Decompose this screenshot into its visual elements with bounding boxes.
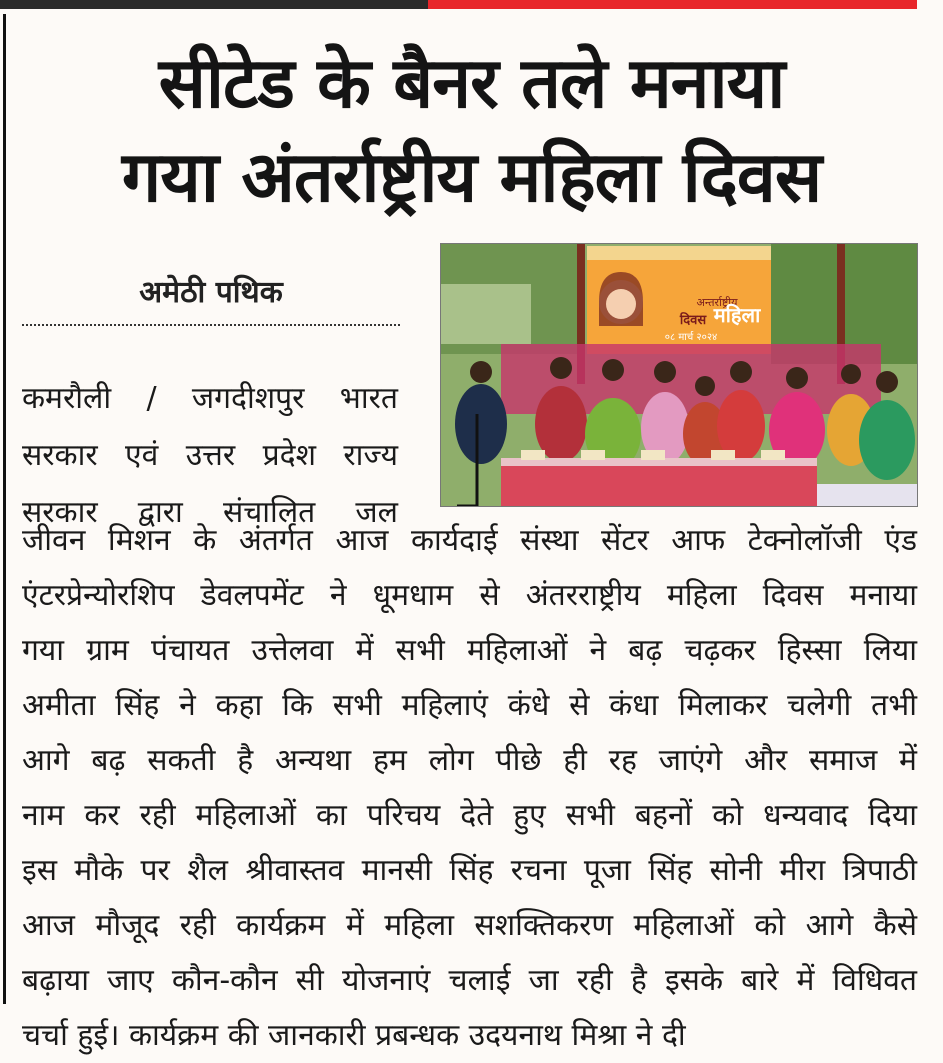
byline-divider xyxy=(22,324,400,326)
article-line: इस मौके पर शैल श्रीवास्तव मानसी सिंह रचना पूजा सिंह सोनी मीरा त्रिपाठी xyxy=(22,853,917,888)
headline-line-2: गया अंतर्राष्ट्रीय महिला दिवस xyxy=(121,136,822,218)
article-line: सरकार द्वारा संचालित जल xyxy=(22,495,398,530)
headline-line-1: सीटेड के बैनर तले मनाया xyxy=(158,42,785,124)
banner-text-1: अन्तर्राष्ट्रीय xyxy=(696,296,738,309)
top-rule-dark xyxy=(0,0,428,9)
banner-date: ०८ मार्च २०२४ xyxy=(664,332,718,343)
article-line: आगे बढ़ सकती है अन्यथा हम लोग पीछे ही रह जाएंगे और समाज में xyxy=(22,743,917,778)
top-rule-red xyxy=(428,0,917,9)
banner-text-2: महिला xyxy=(713,303,761,327)
article-line: अमीता सिंह ने कहा कि सभी महिलाएं कंधे से कंधा मिलाकर चलेगी तभी xyxy=(22,688,917,723)
article-line: कमरौली / जगदीशपुर भारत xyxy=(22,381,398,416)
article-line: चर्चा हुई। कार्यक्रम की जानकारी प्रबन्धक उदयनाथ मिश्रा ने दी xyxy=(22,1018,686,1053)
article-line: गया ग्राम पंचायत उत्तेलवा में सभी महिलाओं ने बढ़ चढ़कर हिस्सा लिया xyxy=(22,633,917,668)
article-line: आज मौजूद रही कार्यक्रम में महिला सशक्तिकरण महिलाओं को आगे कैसे xyxy=(22,908,917,943)
article-line: सरकार एवं उत्तर प्रदेश राज्य xyxy=(22,438,398,473)
column-rule xyxy=(3,14,6,1004)
article-line: जीवन मिशन के अंतर्गत आज कार्यदाई संस्था सेंटर आफ टेक्नोलॉजी एंड xyxy=(22,523,917,558)
event-photo-illustration xyxy=(441,244,917,506)
article-body xyxy=(22,513,917,1063)
byline: अमेठी पथिक xyxy=(139,275,283,310)
banner-text-3: दिवस xyxy=(679,313,707,328)
event-photo xyxy=(440,243,918,507)
article-line: नाम कर रही महिलाओं का परिचय देते हुए सभी बहनों को धन्यवाद दिया xyxy=(22,798,917,833)
headline xyxy=(10,36,933,224)
article-line: बढ़ाया जाए कौन-कौन सी योजनाएं चलाई जा रही है इसके बारे में विधिवत xyxy=(22,963,917,998)
article-line: एंटरप्रेन्योरशिप डेवलपमेंट ने धूमधाम से अंतरराष्ट्रीय महिला दिवस मनाया xyxy=(22,578,917,613)
